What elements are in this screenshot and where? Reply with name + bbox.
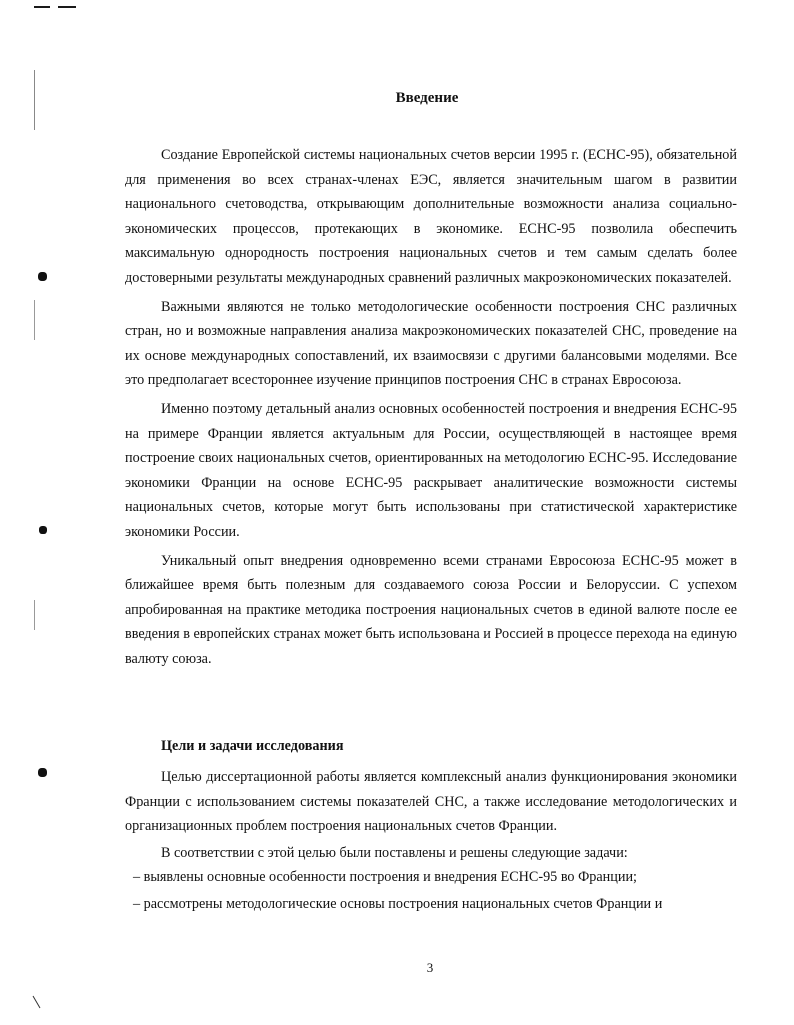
- scan-corner-mark: [33, 996, 41, 1009]
- goals-body: [125, 765, 737, 917]
- page-number: 3: [426, 960, 434, 975]
- list-item: – выявлены основные особенности построения и внедрения ЕСНС-95 во Франции;: [133, 869, 637, 886]
- scan-mark-top-2: [58, 6, 76, 8]
- scan-margin-line: [34, 600, 35, 630]
- scan-blob: [38, 272, 47, 281]
- paragraph: Именно поэтому детальный анализ основных особенностей построения и внедрения ЕСНС-95 на примере Франции является актуальным для России, осуществляющей в настоящее время построение своих национальных счетов, ориентированных на методологию ЕСНС-95. Исследование экономики Франции на основе ЕСНС-95 раскрывает аналитические возможности системы национальных счетов, которые могут быть использованы при статистической характеристике экономики России.: [125, 400, 737, 540]
- scan-blob: [38, 768, 47, 777]
- scan-blob: [39, 526, 47, 534]
- paragraph: Целью диссертационной работы является комплексный анализ функционирования экономики Франции с использованием системы показателей СНС, а также исследование методологических и организационных проблем построения национальных счетов Франции.: [125, 769, 737, 835]
- scan-mark-top: [34, 6, 50, 8]
- page-title: Введение: [395, 90, 459, 106]
- scan-margin-line: [34, 300, 35, 340]
- task-list: [125, 865, 737, 916]
- intro-body: [125, 143, 737, 671]
- paragraph: Важными являются не только методологические особенности построения СНС различных стран, но и возможные направления анализа макроэкономических показателей СНС, проведение на их основе международных сопоставлений, их взаимосвязи с другими балансовыми моделями. Все это предполагает всестороннее изучение принципов построения СНС в странах Евросоюза.: [125, 298, 737, 389]
- paragraph: Создание Европейской системы национальных счетов версии 1995 г. (ЕСНС-95), обязательной для применения во всех странах-членах ЕЭС, является значительным шагом в развитии национального счетоводства, открывающим дополнительные возможности анализа социально-экономических процессов, протекающих в экономике. ЕСНС-95 позволила обеспечить максимальную однородность построения национальных счетов и тем самым сделать более достоверными результаты международных сравнений различных макроэкономических показателей.: [125, 147, 737, 286]
- section-heading: Цели и задачи исследования: [161, 738, 344, 754]
- list-item: – рассмотрены методологические основы построения национальных счетов Франции и: [133, 895, 663, 912]
- paragraph: Уникальный опыт внедрения одновременно всеми странами Евросоюза ЕСНС-95 может в ближайшее время быть полезным для создаваемого союза России и Белоруссии. С успехом апробированная на практике методика построения национальных счетов в единой валюте после ее введения в европейских странах может быть использована и Россией в процессе перехода на единую валюту союза.: [125, 552, 737, 667]
- paragraph: В соответствии с этой целью были поставлены и решены следующие задачи:: [161, 844, 628, 861]
